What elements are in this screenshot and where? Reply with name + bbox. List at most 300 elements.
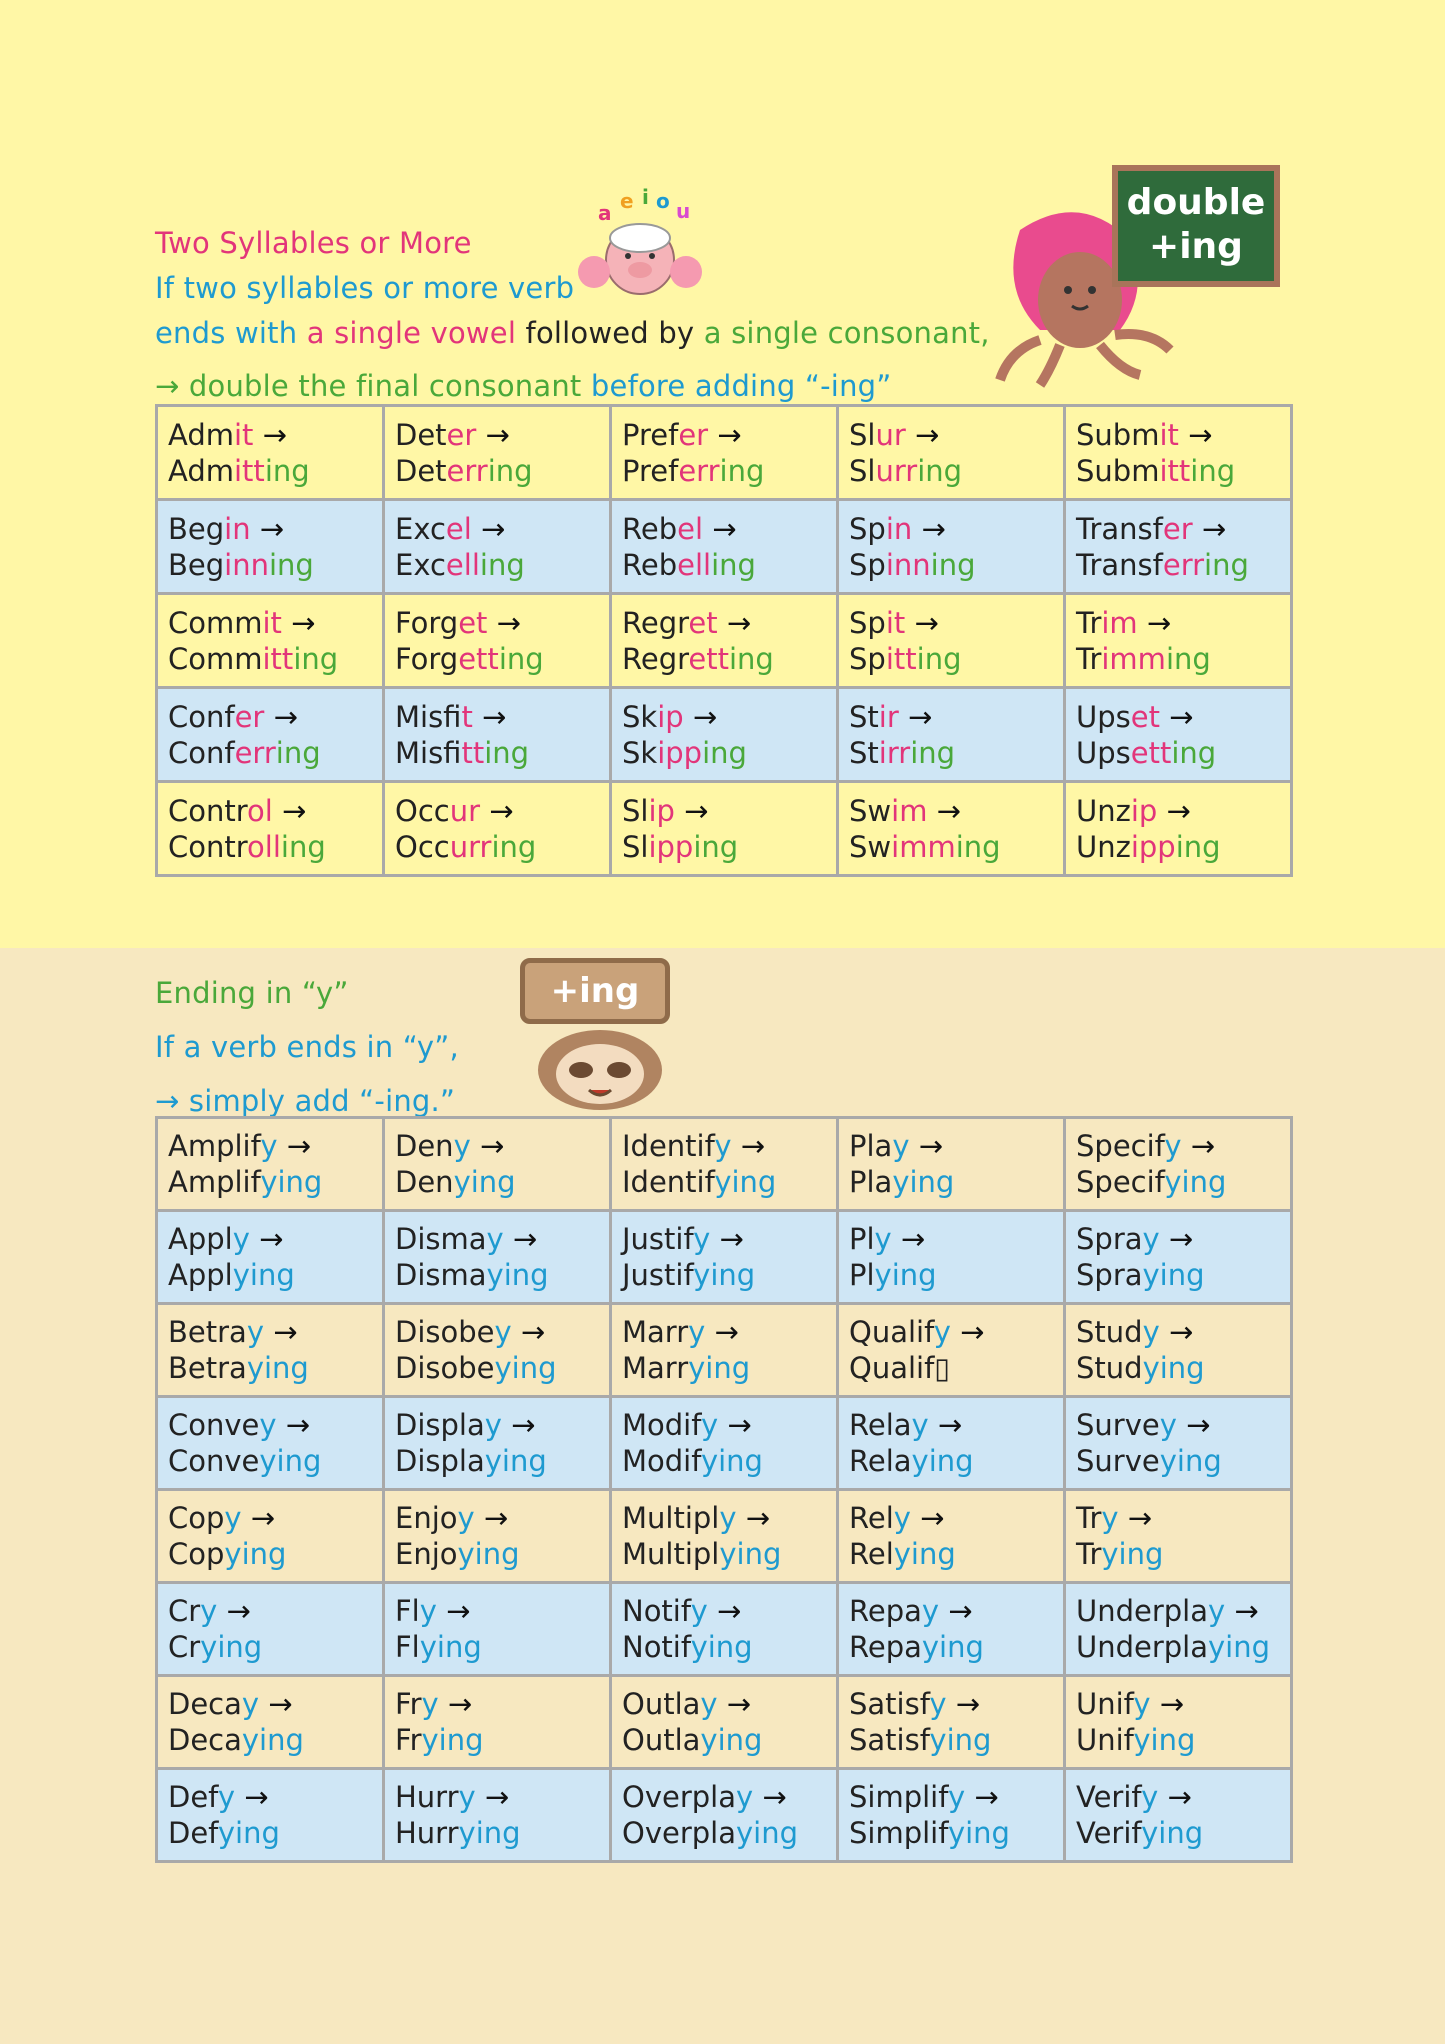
y-ending: y — [1101, 1501, 1119, 1535]
arrow-icon: → — [708, 417, 742, 452]
arrow-icon: → — [703, 511, 737, 546]
arrow-icon: → — [1225, 1594, 1259, 1628]
verb-cell — [1065, 1676, 1292, 1769]
ying-suffix: ying — [457, 1537, 520, 1571]
y-ending: y — [947, 1780, 966, 1814]
ing-verb — [849, 1815, 1063, 1851]
svg-text:u: u — [676, 199, 691, 223]
ing-verb — [168, 1164, 382, 1200]
base-verb — [1076, 699, 1290, 735]
arrow-icon: → — [281, 605, 316, 640]
verb-cell — [1065, 1397, 1292, 1490]
verb-ending: er — [1162, 511, 1193, 546]
verb-stem: Specif — [1076, 1129, 1165, 1163]
y-ending: y — [1208, 1594, 1226, 1628]
verb-cell — [1065, 406, 1292, 500]
arrow-icon: → — [1157, 793, 1191, 828]
verb-cell — [384, 1583, 611, 1676]
table-row — [157, 1304, 1292, 1397]
verb-stem: Appl — [168, 1222, 233, 1256]
verb-stem: Fl — [395, 1630, 420, 1664]
verb-stem: Pla — [849, 1165, 893, 1199]
y-ending: y — [259, 1408, 277, 1442]
ing-verb — [395, 1722, 609, 1758]
base-verb — [849, 793, 1063, 829]
base-verb — [395, 1314, 609, 1350]
base-verb — [622, 1500, 836, 1536]
y-ending: y — [714, 1129, 732, 1163]
verb-cell — [157, 406, 384, 500]
verb-stem: St — [849, 735, 879, 770]
doubled-ending: itt — [885, 641, 917, 676]
verb-ending: ur — [449, 793, 481, 828]
arrow-icon: → — [1159, 699, 1194, 734]
base-verb — [168, 793, 382, 829]
doubled-ending: urr — [449, 829, 492, 864]
arrow-icon: → — [476, 417, 510, 452]
verb-stem: Conve — [168, 1408, 260, 1442]
arrow-icon: → — [1159, 1315, 1194, 1349]
arrow-icon: → — [250, 511, 285, 546]
verb-ending: ip — [1130, 793, 1158, 828]
y-ending: y — [874, 1222, 892, 1256]
y-ending: y — [700, 1408, 719, 1442]
y-ending: y — [700, 1687, 718, 1721]
base-verb — [622, 793, 836, 829]
section1-heading: Two Syllables or More — [155, 226, 472, 260]
verb-stem: Betra — [168, 1351, 247, 1385]
ing-verb — [395, 453, 609, 489]
verb-ending: er — [234, 699, 265, 734]
ing-verb — [1076, 641, 1290, 677]
verb-stem: Exc — [395, 511, 446, 546]
verb-stem: Tr — [1076, 641, 1102, 676]
base-verb — [168, 1314, 382, 1350]
ying-suffix: ying — [1141, 1816, 1204, 1850]
ing-verb — [395, 1443, 609, 1479]
svg-text:o: o — [656, 189, 670, 213]
verb-cell — [157, 1769, 384, 1862]
arrow-icon: → — [905, 605, 939, 640]
ing-verb — [395, 1536, 609, 1572]
arrow-icon: → — [475, 1780, 510, 1814]
y-ending: y — [224, 1501, 242, 1535]
arrow-icon: → — [1137, 605, 1172, 640]
verb-ending: er — [678, 417, 709, 452]
verb-stem: Spra — [1076, 1258, 1143, 1292]
verb-cell — [1065, 1490, 1292, 1583]
verb-stem: Repa — [849, 1630, 922, 1664]
base-verb — [168, 511, 382, 547]
doubled-ending: ipp — [1130, 829, 1176, 864]
arrow-icon: → — [272, 793, 307, 828]
arrow-icon: → — [1176, 1408, 1211, 1442]
verb-stem: Disma — [395, 1258, 487, 1292]
base-verb — [168, 417, 382, 453]
verb-stem: Den — [395, 1165, 454, 1199]
arrow-icon: → — [1178, 417, 1213, 452]
base-verb — [395, 1407, 609, 1443]
y-ending: y — [693, 1222, 711, 1256]
verb-cell — [611, 1676, 838, 1769]
verb-stem: Simplif — [849, 1816, 948, 1850]
verb-cell — [838, 1211, 1065, 1304]
verb-cell — [611, 1211, 838, 1304]
arrow-icon: → — [731, 1129, 766, 1163]
y-ending: y — [719, 1501, 737, 1535]
verb-cell — [384, 1304, 611, 1397]
verb-stem: Def — [168, 1816, 218, 1850]
verb-stem: Den — [395, 1129, 454, 1163]
verb-stem: Deca — [168, 1723, 242, 1757]
base-verb — [622, 511, 836, 547]
ing-verb — [168, 1722, 382, 1758]
verb-stem: Notif — [622, 1594, 691, 1628]
ing-verb — [849, 1350, 1063, 1386]
section2-heading: Ending in “y” — [155, 976, 349, 1010]
verb-stem: Adm — [168, 453, 234, 488]
ing-verb — [168, 829, 382, 865]
verb-cell — [838, 688, 1065, 782]
base-verb — [1076, 1500, 1290, 1536]
y-ending: y — [200, 1594, 218, 1628]
doubled-ending: oll — [247, 829, 281, 864]
verb-cell — [1065, 1304, 1292, 1397]
verb-ending: el — [677, 511, 704, 546]
ing-verb — [849, 641, 1063, 677]
ing-verb — [395, 829, 609, 865]
verb-stem: Specif — [1076, 1165, 1165, 1199]
arrow-icon: → — [277, 1129, 312, 1163]
verb-cell — [384, 688, 611, 782]
ing-verb — [849, 735, 1063, 771]
arrow-icon: → — [503, 1222, 538, 1256]
verb-ending: ol — [247, 793, 273, 828]
verb-stem: Subm — [1076, 417, 1160, 452]
ying-suffix: ying — [700, 1723, 763, 1757]
verb-cell — [838, 1769, 1065, 1862]
ing-verb — [1076, 547, 1290, 583]
verb-stem: Stud — [1076, 1315, 1143, 1349]
base-verb — [1076, 1221, 1290, 1257]
verb-stem: Outla — [622, 1687, 701, 1721]
arrow-icon: → — [1159, 1222, 1194, 1256]
doubled-ending: itt — [1159, 453, 1191, 488]
verb-stem: Verif — [1076, 1780, 1142, 1814]
verb-stem: Disobe — [395, 1351, 495, 1385]
verb-stem: Beg — [168, 547, 225, 582]
ing-suffix: ing — [280, 829, 326, 864]
doubled-ending: imm — [1101, 641, 1166, 676]
ing-verb — [395, 735, 609, 771]
ing-verb — [849, 1536, 1063, 1572]
base-verb — [849, 1407, 1063, 1443]
verb-ending: et — [1130, 699, 1160, 734]
verb-ending: it — [461, 699, 473, 734]
verb-stem: Comm — [168, 641, 263, 676]
verb-stem: Reb — [622, 547, 678, 582]
verb-stem: Justif — [622, 1222, 694, 1256]
verb-stem: Marr — [622, 1315, 689, 1349]
base-verb — [622, 1407, 836, 1443]
verb-cell — [157, 1583, 384, 1676]
ing-verb — [1076, 1257, 1290, 1293]
rule-double: → double the final consonant — [155, 369, 582, 403]
doubled-ending: ipp — [648, 829, 694, 864]
verb-stem: Cr — [168, 1630, 201, 1664]
ing-verb — [849, 1629, 1063, 1665]
verb-stem: Misf — [395, 699, 462, 734]
base-verb — [622, 605, 836, 641]
arrow-icon: → — [1181, 1129, 1216, 1163]
verb-stem: Underpla — [1076, 1630, 1209, 1664]
ing-suffix: ing — [1171, 735, 1217, 770]
ying-suffix: ying — [200, 1630, 263, 1664]
verb-stem: Modif — [622, 1408, 701, 1442]
ing-verb — [849, 1164, 1063, 1200]
ying-suffix: ying — [1133, 1723, 1196, 1757]
verb-ending: it — [234, 417, 254, 452]
doubled-ending: irr — [878, 735, 911, 770]
verb-stem: Spra — [1076, 1222, 1143, 1256]
arrow-icon: → — [710, 1222, 744, 1256]
ying-suffix: ying — [217, 1816, 280, 1850]
arrow-icon: → — [217, 1594, 251, 1628]
base-verb — [1076, 605, 1290, 641]
verb-stem: Transf — [1076, 547, 1163, 582]
arrow-icon: → — [674, 793, 709, 828]
verb-cell — [157, 1118, 384, 1211]
ing-verb — [1076, 1164, 1290, 1200]
verb-cell — [1065, 1118, 1292, 1211]
y-ending: y — [893, 1501, 911, 1535]
ing-verb — [395, 547, 609, 583]
verb-stem: Sl — [849, 453, 876, 488]
verb-ending: it — [1159, 417, 1179, 452]
ing-verb — [1076, 1443, 1290, 1479]
verb-stem: Sl — [622, 793, 649, 828]
verb-stem: Sl — [849, 417, 876, 452]
verb-stem: Justif — [622, 1258, 694, 1292]
ing-suffix: ing — [491, 829, 537, 864]
arrow-icon: → — [928, 1408, 963, 1442]
verb-stem: Qualif — [849, 1315, 934, 1349]
doubled-ending: ett — [1130, 735, 1172, 770]
verb-stem: Sp — [849, 511, 886, 546]
verb-ending: it — [262, 605, 282, 640]
verb-cell — [838, 594, 1065, 688]
svg-text:a: a — [598, 201, 612, 225]
verb-cell — [611, 1118, 838, 1211]
verb-cell — [611, 1583, 838, 1676]
verb-stem: Contr — [168, 793, 248, 828]
doubled-ending: itt — [461, 735, 485, 770]
verb-cell — [838, 1583, 1065, 1676]
base-verb — [622, 1686, 836, 1722]
arrow-icon: → — [436, 1594, 471, 1628]
verb-stem: Misf — [395, 735, 462, 770]
verb-cell — [611, 594, 838, 688]
arrow-icon: → — [718, 1408, 752, 1442]
table-row — [157, 688, 1292, 782]
base-verb — [849, 417, 1063, 453]
verb-ending: im — [891, 793, 928, 828]
table-row — [157, 1676, 1292, 1769]
arrow-icon: → — [470, 1129, 505, 1163]
verb-cell — [1065, 1769, 1292, 1862]
verb-stem: Rel — [849, 1537, 894, 1571]
verb-stem: Multipl — [622, 1537, 720, 1571]
verb-cell — [838, 500, 1065, 594]
y-ending: y — [736, 1780, 754, 1814]
verb-cell — [611, 782, 838, 876]
doubled-ending: itt — [234, 453, 265, 488]
rule-before-ing: before adding “-ing” — [590, 369, 892, 403]
ing-verb — [622, 735, 836, 771]
ying-suffix: ying — [259, 1444, 322, 1478]
ing-verb — [395, 1164, 609, 1200]
ing-verb — [622, 1815, 836, 1851]
ing-verb — [395, 1257, 609, 1293]
verb-stem: Conf — [168, 735, 235, 770]
verb-ending: ip — [648, 793, 675, 828]
arrow-icon: → — [253, 417, 287, 452]
arrow-icon: → — [480, 793, 514, 828]
doubled-ending: ell — [677, 547, 712, 582]
verb-stem: Satisf — [849, 1687, 930, 1721]
base-verb — [622, 1314, 836, 1350]
verb-stem: Rela — [849, 1408, 912, 1442]
verb-cell — [611, 1769, 838, 1862]
verb-stem: Cop — [168, 1537, 225, 1571]
ing-verb — [1076, 1629, 1290, 1665]
rule-text: followed by — [525, 316, 695, 350]
arrow-icon: → — [707, 1594, 742, 1628]
verb-cell — [1065, 782, 1292, 876]
base-verb — [395, 1221, 609, 1257]
section2-rule-line1: If a verb ends in “y”, — [155, 1030, 459, 1064]
verb-stem: Unz — [1076, 829, 1131, 864]
doubled-ending: itt — [262, 641, 294, 676]
verb-stem: Reb — [622, 511, 678, 546]
verb-cell — [384, 1118, 611, 1211]
ing-verb — [168, 641, 382, 677]
verb-stem: Qualif▯ — [849, 1351, 951, 1385]
ing-verb — [1076, 735, 1290, 771]
y-ending: y — [688, 1315, 706, 1349]
ing-verb — [849, 1443, 1063, 1479]
verb-stem: Conve — [168, 1444, 260, 1478]
ying-suffix: ying — [419, 1630, 482, 1664]
base-verb — [168, 1221, 382, 1257]
verb-stem: Exc — [395, 547, 446, 582]
ending-in-y-table — [155, 1116, 1293, 1863]
arrow-icon: → — [1150, 1687, 1185, 1721]
base-verb — [395, 605, 609, 641]
svg-text:e: e — [620, 189, 634, 213]
ing-suffix: ing — [917, 453, 963, 488]
verb-stem: Deca — [168, 1687, 242, 1721]
ying-suffix: ying — [1101, 1537, 1164, 1571]
verb-ending: et — [458, 605, 488, 640]
verb-cell — [1065, 1583, 1292, 1676]
base-verb — [622, 1221, 836, 1257]
section2-rule-line2: → simply add “-ing.” — [155, 1084, 456, 1118]
verb-stem: Repa — [849, 1594, 922, 1628]
double-consonant-table — [155, 404, 1293, 877]
rule-consonant: a single consonant, — [703, 316, 990, 350]
ying-suffix: ying — [736, 1816, 799, 1850]
arrow-icon: → — [946, 1687, 981, 1721]
verb-stem: Subm — [1076, 453, 1160, 488]
ing-suffix: ing — [1175, 829, 1221, 864]
base-verb — [849, 1500, 1063, 1536]
ying-suffix: ying — [690, 1630, 753, 1664]
y-ending: y — [1142, 1315, 1160, 1349]
verb-ending: it — [885, 605, 906, 640]
verb-stem: Modif — [622, 1444, 701, 1478]
chalkboard-line1: double — [1126, 182, 1266, 223]
verb-stem: Amplif — [168, 1165, 261, 1199]
doubled-ending: err — [678, 453, 720, 488]
ying-suffix: ying — [453, 1165, 516, 1199]
verb-stem: Displa — [395, 1444, 485, 1478]
verb-stem: Underpla — [1076, 1594, 1209, 1628]
ing-verb — [168, 1443, 382, 1479]
base-verb — [1076, 1593, 1290, 1629]
verb-stem: Tr — [1076, 1501, 1102, 1535]
base-verb — [849, 1593, 1063, 1629]
arrow-icon: → — [891, 1222, 926, 1256]
ying-suffix: ying — [484, 1444, 547, 1478]
ing-suffix: ing — [275, 735, 321, 770]
base-verb — [395, 699, 609, 735]
verb-cell — [838, 1304, 1065, 1397]
verb-stem: Notif — [622, 1630, 691, 1664]
ing-verb — [622, 829, 836, 865]
verb-stem: Sp — [849, 605, 886, 640]
ying-suffix: ying — [1164, 1165, 1227, 1199]
table-row — [157, 1118, 1292, 1211]
arrow-icon: → — [471, 511, 506, 546]
base-verb — [395, 511, 609, 547]
y-ending: y — [421, 1687, 439, 1721]
verb-stem: Overpla — [622, 1816, 736, 1850]
ying-suffix: ying — [224, 1537, 287, 1571]
y-ending: y — [458, 1780, 476, 1814]
arrow-icon: → — [705, 1315, 739, 1349]
base-verb — [1076, 1314, 1290, 1350]
ing-verb — [1076, 1536, 1290, 1572]
verb-stem: Identif — [622, 1165, 715, 1199]
verb-stem: Unif — [1076, 1723, 1134, 1757]
ying-suffix: ying — [921, 1630, 984, 1664]
arrow-icon: → — [736, 1501, 771, 1535]
arrow-icon: → — [950, 1315, 985, 1349]
ing-verb — [168, 735, 382, 771]
verb-stem: Def — [168, 1780, 218, 1814]
verb-cell — [384, 594, 611, 688]
base-verb — [395, 1128, 609, 1164]
ing-suffix: ing — [293, 641, 339, 676]
verb-stem: Det — [395, 453, 447, 488]
doubled-ending: ett — [458, 641, 499, 676]
verb-stem: Outla — [622, 1723, 701, 1757]
y-ending: y — [486, 1222, 504, 1256]
base-verb — [395, 1779, 609, 1815]
ing-suffix: ing — [479, 547, 525, 582]
verb-cell — [157, 500, 384, 594]
